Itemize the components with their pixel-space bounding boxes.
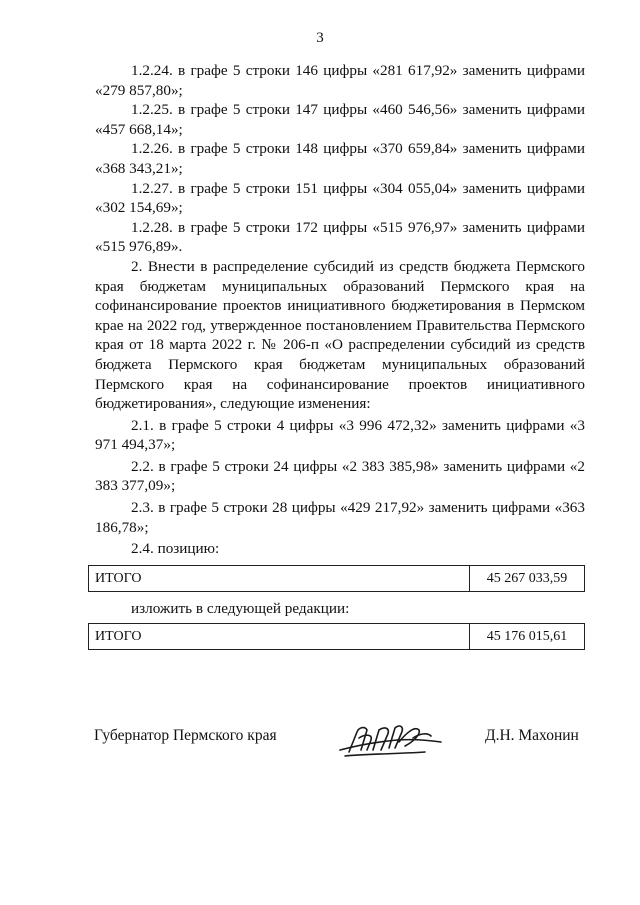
paragraph-2-1: 2.1. в графе 5 строки 4 цифры «3 996 472,32» заменить цифрами «3 971 494,37»; <box>95 416 585 454</box>
signature-icon <box>335 712 445 762</box>
table-new-label: ИТОГО <box>95 628 142 644</box>
paragraph-2-2: 2.2. в графе 5 строки 24 цифры «2 383 385,98» заменить цифрами «2 383 377,09»; <box>95 457 585 495</box>
signer-name: Д.Н. Махонин <box>485 727 579 744</box>
paragraph-1-2-24: 1.2.24. в графе 5 строки 146 цифры «281 617,92» заменить цифрами «279 857,80»; <box>95 62 585 99</box>
table-new-total <box>88 623 585 650</box>
table-old-label: ИТОГО <box>95 570 142 586</box>
paragraph-1-2-26: 1.2.26. в графе 5 строки 148 цифры «370 659,84» заменить цифрами «368 343,21»; <box>95 140 585 177</box>
table-new-value: 45 176 015,61 <box>469 624 584 649</box>
paragraph-2-4: 2.4. позицию: <box>131 540 220 558</box>
middle-text: изложить в следующей редакции: <box>131 600 350 617</box>
body-text <box>95 61 585 559</box>
paragraph-1-2-25: 1.2.25. в графе 5 строки 147 цифры «460 546,56» заменить цифрами «457 668,14»; <box>95 101 585 138</box>
paragraph-1-2-28: 1.2.28. в графе 5 строки 172 цифры «515 976,97» заменить цифрами «515 976,89». <box>95 218 585 256</box>
paragraph-2-3: 2.3. в графе 5 строки 28 цифры «429 217,92» заменить цифрами «363 186,78»; <box>95 499 585 536</box>
table-old-value: 45 267 033,59 <box>469 566 584 591</box>
paragraph-1-2-27: 1.2.27. в графе 5 строки 151 цифры «304 055,04» заменить цифрами «302 154,69»; <box>95 179 585 217</box>
signer-position: Губернатор Пермского края <box>94 727 277 744</box>
page-number: 3 <box>316 30 324 46</box>
table-old-total <box>88 565 585 592</box>
paragraph-2: 2. Внести в распределение субсидий из средств бюджета Пермского края бюджетам муниципальных образований Пермского края на софинансирование проектов инициативного бюджетирования в Пермском крае на 2022 год, утвержденное постановлением Правительства Пермского края от 18 марта 2022 г. № 206-п «О распределении субсидий из средств бюджета Пермского края бюджетам муниципальных образований Пермского края на софинансирование проектов инициативного бюджетирования», следующие изменения: <box>95 257 585 413</box>
